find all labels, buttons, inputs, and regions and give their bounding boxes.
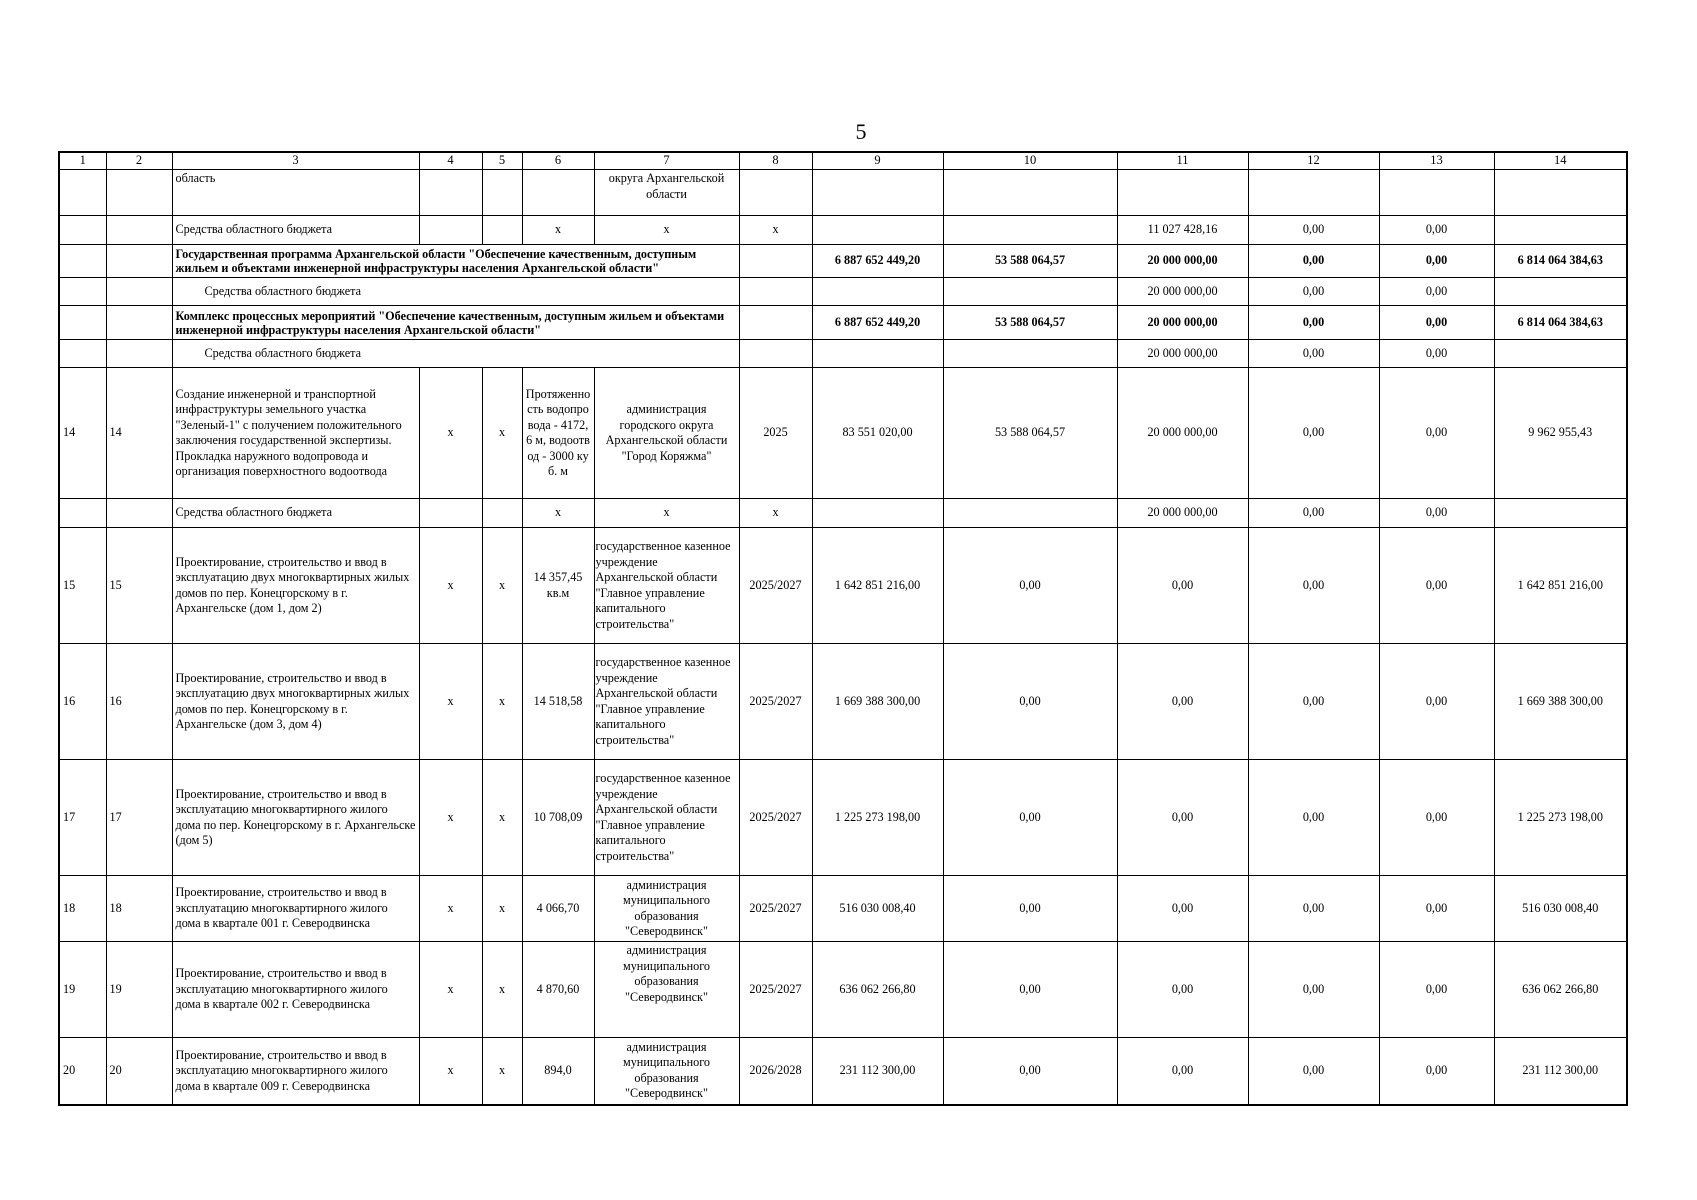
description-cell: Проектирование, строительство и ввод в эксплуатацию двух многоквартирных жилых домов по пер. Конецгорскому в г. Архангельске (дом 3, дом 4) [172, 644, 419, 760]
column-header: 7 [594, 152, 739, 170]
funding-source-cell: Средства областного бюджета [172, 216, 419, 245]
program-row: Комплекс процессных мероприятий "Обеспечение качественным, доступным жильем и объектами инженерной инфраструктуры населения Архангельской области" 6 887 652 449,20 53 588 064,57 20 000 000,00 0,00 0,00 6 814 064 384,63 [59, 306, 1627, 340]
column-header: 1 [59, 152, 106, 170]
description-cell: область [172, 170, 419, 216]
executor-cell: администрация городского округа Архангельской области "Город Коряжма" [594, 368, 739, 499]
table-row: 14 14 Создание инженерной и транспортной инфраструктуры земельного участка "Зеленый-1" с получением положительного заключения государственной экспертизы. Прокладка наружного водопровода и организация поверхностного водоотвода х х Протяженность водопровода - 4172,6 м, водоотвод - 3000 куб. м администрация городского округа Архангельской области "Город Коряжма" 2025 83 551 020,00 53 588 064,57 20 000 000,00 0,00 0,00 9 962 955,43 [59, 368, 1627, 499]
table-row: Средства областного бюджета 20 000 000,00 0,00 0,00 [59, 278, 1627, 306]
description-cell: Создание инженерной и транспортной инфраструктуры земельного участка "Зеленый-1" с получением положительного заключения государственной экспертизы. Прокладка наружного водопровода и организация поверхностного водоотвода [172, 368, 419, 499]
column-header: 10 [943, 152, 1117, 170]
program-row: Государственная программа Архангельской области "Обеспечение качественным, доступным жильем и объектами инженерной инфраструктуры населения Архангельской области" 6 887 652 449,20 53 588 064,57 20 000 000,00 0,00 0,00 6 814 064 384,63 [59, 245, 1627, 278]
funding-source-cell: Средства областного бюджета [172, 499, 419, 528]
description-cell: Проектирование, строительство и ввод в эксплуатацию многоквартирного жилого дома в квартале 001 г. Северодвинска [172, 876, 419, 942]
program-title: Государственная программа Архангельской области "Обеспечение качественным, доступным жильем и объектами инженерной инфраструктуры населения Архангельской области" [172, 245, 739, 278]
column-header: 3 [172, 152, 419, 170]
description-cell: Проектирование, строительство и ввод в эксплуатацию многоквартирного жилого дома в квартале 009 г. Северодвинска [172, 1038, 419, 1105]
page-number: 5 [855, 119, 867, 144]
table-row: 17 17 Проектирование, строительство и ввод в эксплуатацию многоквартирного жилого дома по пер. Конецгорскому в г. Архангельске (дом 5) х х 10 708,09 государственное казенное учреждение Архангельской области "Главное управление капитального строительства" 2025/2027 1 225 273 198,00 0,00 0,00 0,00 0,00 1 225 273 198,00 [59, 760, 1627, 876]
column-header: 8 [739, 152, 812, 170]
column-header: 6 [522, 152, 594, 170]
column-header: 14 [1494, 152, 1627, 170]
description-cell: Проектирование, строительство и ввод в эксплуатацию многоквартирного жилого дома по пер. Конецгорскому в г. Архангельске (дом 5) [172, 760, 419, 876]
column-header: 5 [482, 152, 522, 170]
column-header: 9 [812, 152, 943, 170]
table-row: 15 15 Проектирование, строительство и ввод в эксплуатацию двух многоквартирных жилых домов по пер. Конецгорскому в г. Архангельске (дом 1, дом 2) х х 14 357,45 кв.м государственное казенное учреждение Архангельской области "Главное управление капитального строительства" 2025/2027 1 642 851 216,00 0,00 0,00 0,00 0,00 1 642 851 216,00 [59, 528, 1627, 644]
complex-title: Комплекс процессных мероприятий "Обеспечение качественным, доступным жильем и объектами инженерной инфраструктуры населения Архангельской области" [172, 306, 739, 340]
executor-cell: администрация муниципального образования "Северодвинск" [594, 876, 739, 942]
table-row: 20 20 Проектирование, строительство и ввод в эксплуатацию многоквартирного жилого дома в квартале 009 г. Северодвинска х х 894,0 администрация муниципального образования "Северодвинск" 2026/2028 231 112 300,00 0,00 0,00 0,00 0,00 231 112 300,00 [59, 1038, 1627, 1105]
column-header: 4 [419, 152, 482, 170]
funding-source-cell: Средства областного бюджета [172, 340, 739, 368]
table-row: 19 19 Проектирование, строительство и ввод в эксплуатацию многоквартирного жилого дома в квартале 002 г. Северодвинска х х 4 870,60 администрация муниципального образования "Северодвинск" 2025/2027 636 062 266,80 0,00 0,00 0,00 0,00 636 062 266,80 [59, 942, 1627, 1038]
column-header: 13 [1379, 152, 1494, 170]
table-row: Средства областного бюджета 20 000 000,00 0,00 0,00 [59, 340, 1627, 368]
table-row [59, 170, 1627, 216]
column-number-row [59, 152, 1627, 170]
executor-cell: государственное казенное учреждение Архангельской области "Главное управление капитального строительства" [594, 760, 739, 876]
executor-cell: округа Архангельской области [594, 170, 739, 216]
executor-cell: администрация муниципального образования "Северодвинск" [594, 942, 739, 1038]
executor-cell: государственное казенное учреждение Архангельской области "Главное управление капитального строительства" [594, 644, 739, 760]
table-row: 16 16 Проектирование, строительство и ввод в эксплуатацию двух многоквартирных жилых домов по пер. Конецгорскому в г. Архангельске (дом 3, дом 4) х х 14 518,58 государственное казенное учреждение Архангельской области "Главное управление капитального строительства" 2025/2027 1 669 388 300,00 0,00 0,00 0,00 0,00 1 669 388 300,00 [59, 644, 1627, 760]
executor-cell: государственное казенное учреждение Архангельской области "Главное управление капитального строительства" [594, 528, 739, 644]
column-header: 12 [1248, 152, 1379, 170]
table-row: Средства областного бюджета х х х 11 027 428,16 0,00 0,00 [59, 216, 1627, 245]
table-row: 18 18 Проектирование, строительство и ввод в эксплуатацию многоквартирного жилого дома в квартале 001 г. Северодвинска х х 4 066,70 администрация муниципального образования "Северодвинск" 2025/2027 516 030 008,40 0,00 0,00 0,00 0,00 516 030 008,40 [59, 876, 1627, 942]
executor-cell: администрация муниципального образования "Северодвинск" [594, 1038, 739, 1105]
funding-source-cell: Средства областного бюджета [172, 278, 739, 306]
description-cell: Проектирование, строительство и ввод в эксплуатацию двух многоквартирных жилых домов по пер. Конецгорскому в г. Архангельске (дом 1, дом 2) [172, 528, 419, 644]
description-cell: Проектирование, строительство и ввод в эксплуатацию многоквартирного жилого дома в квартале 002 г. Северодвинска [172, 942, 419, 1038]
budget-table [58, 151, 1628, 1106]
column-header: 2 [106, 152, 172, 170]
table-row: Средства областного бюджета х х х 20 000 000,00 0,00 0,00 [59, 499, 1627, 528]
column-header: 11 [1117, 152, 1248, 170]
